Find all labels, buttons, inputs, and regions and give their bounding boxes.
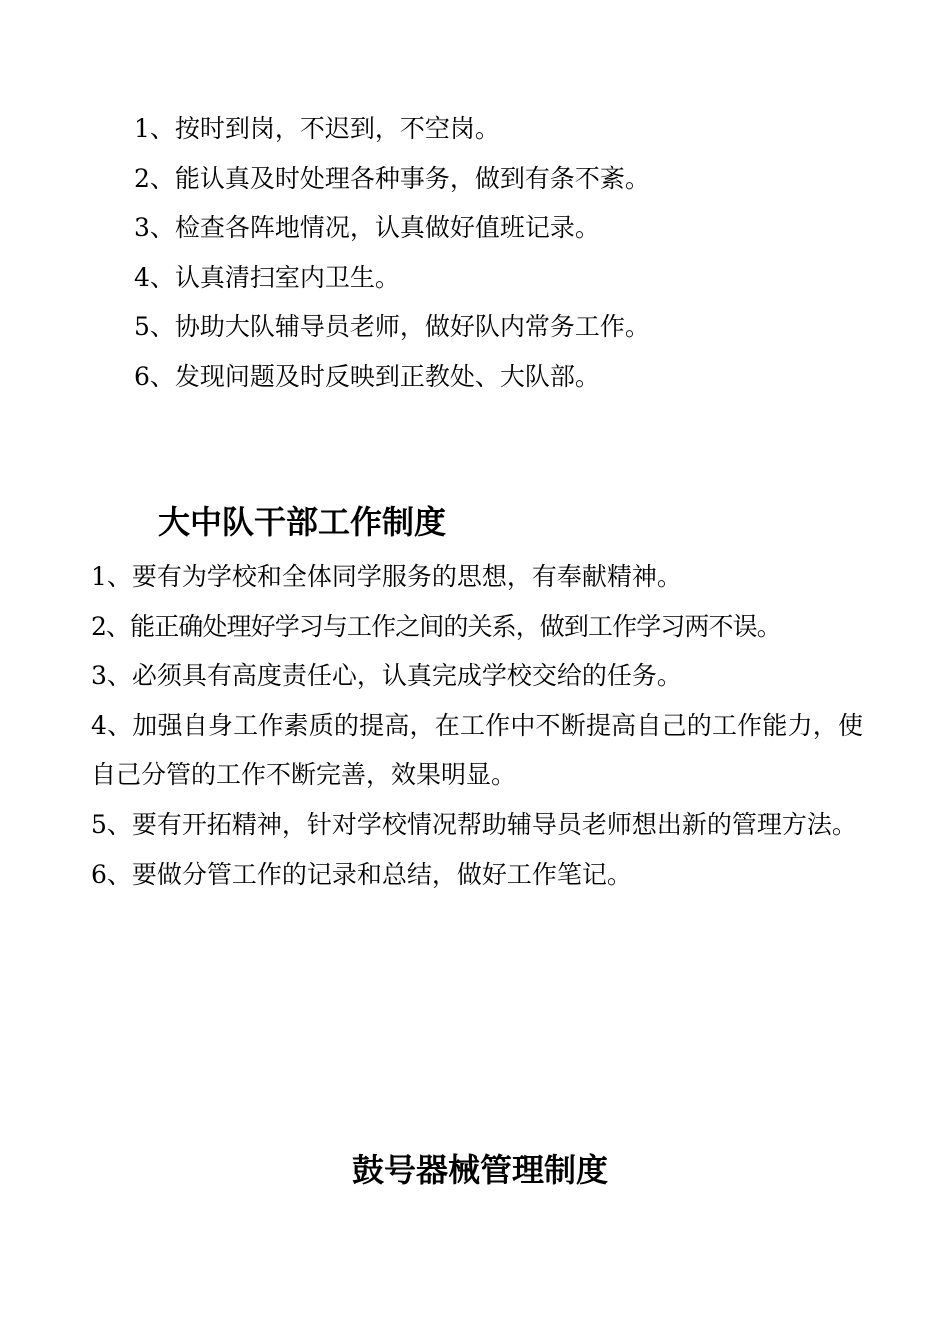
cadre-rule-item: 5、要有开拓精神，针对学校情况帮助辅导员老师想出新的管理方法。 bbox=[91, 809, 857, 839]
cadre-rule-item: 6、要做分管工作的记录和总结，做好工作笔记。 bbox=[91, 859, 632, 889]
duty-rule-item: 3、检查各阵地情况，认真做好值班记录。 bbox=[134, 213, 600, 243]
duty-rule-item: 5、协助大队辅导员老师，做好队内常务工作。 bbox=[134, 312, 650, 342]
cadre-rule-item: 1、要有为学校和全体同学服务的思想，有奉献精神。 bbox=[91, 562, 682, 591]
cadre-section-title: 大中队干部工作制度 bbox=[158, 503, 447, 541]
duty-rule-item: 4、认真清扫室内卫生。 bbox=[134, 262, 400, 292]
duty-rules-list bbox=[134, 104, 650, 402]
cadre-rules-list bbox=[91, 552, 881, 899]
cadre-rule-item: 2、能正确处理好学习与工作之间的关系，做到工作学习两不误。 bbox=[91, 611, 781, 641]
equipment-section-title: 鼓号器械管理制度 bbox=[352, 1151, 609, 1189]
duty-rule-item: 1、按时到岗，不迟到，不空岗。 bbox=[134, 114, 500, 143]
cadre-rule-item: 4、加强自身工作素质的提高，在工作中不断提高自己的工作能力，使自己分管的工作不断完善，效果明显。 bbox=[91, 710, 863, 790]
duty-rule-item: 6、发现问题及时反映到正教处、大队部。 bbox=[134, 361, 600, 391]
cadre-rule-item: 3、必须具有高度责任心，认真完成学校交给的任务。 bbox=[91, 661, 682, 691]
duty-rule-item: 2、能认真及时处理各种事务，做到有条不紊。 bbox=[134, 163, 650, 193]
